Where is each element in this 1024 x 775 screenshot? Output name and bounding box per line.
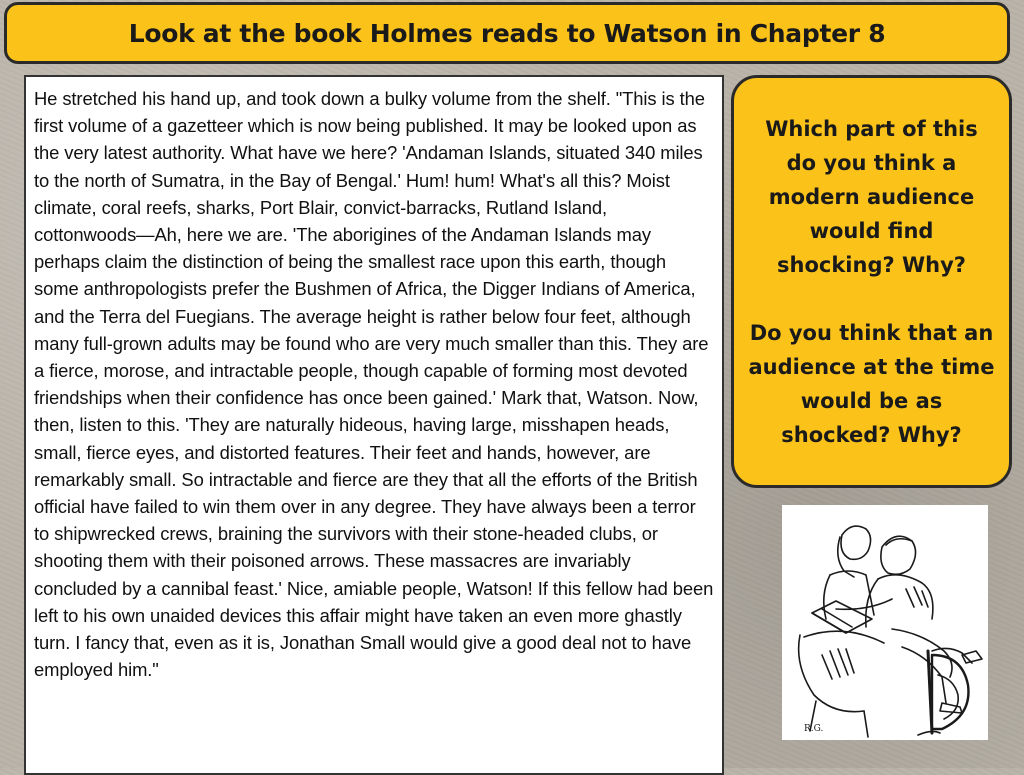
- holmes-watson-illustration: [782, 505, 988, 740]
- question-1: Which part of this do you think a modern audience would find shocking? Why?: [765, 116, 978, 277]
- title-banner: [4, 2, 1010, 64]
- passage-text: He stretched his hand up, and took down a bulky volume from the shelf. "This is the first volume of a gazetteer which is now being published. It may be looked upon as the very latest authority. What have we here? 'Andaman Islands, situated 340 miles to the north of Sumatra, in the Bay of Bengal.' Hum! hum! What's all this? Moist climate, coral reefs, sharks, Port Blair, convict-barracks, Rutland Island, cottonwoods—Ah, here we are. 'The aborigines of the Andaman Islands may perhaps claim the distinction of being the smallest race upon this earth, though some anthropologists prefer the Bushmen of Africa, the Digger Indians of America, and the Terra del Fuegians. The average height is rather below four feet, although many full-grown adults may be found who are very much smaller than this. They are a fierce, morose, and intractable people, though capable of forming most devoted friendships when their confidence has once been gained.' Mark that, Watson. Now, then, listen to this. 'They are naturally hideous, having large, misshapen heads, small, fierce eyes, and distorted features. Their feet and hands, however, are remarkably small. So intractable and fierce are they that all the efforts of the British official have failed to win them over in any degree. They have always been a terror to shipwrecked crews, braining the survivors with their stone-headed clubs, or shooting them with their poisoned arrows. These massacres are invariably concluded by a cannibal feast.' Nice, amiable people, Watson! If this fellow had been left to his own unaided devices this affair might have taken an even more ghastly turn. I fancy that, even as it is, Jonathan Small would give a good deal not to have employed him.": [34, 88, 714, 681]
- illustration-drawing: [782, 505, 988, 740]
- illustration-signature: R.G.: [804, 724, 824, 734]
- question-box: [731, 75, 1012, 488]
- passage-box: [24, 75, 724, 775]
- question-2: Do you think that an audience at the time would be as shocked? Why?: [748, 320, 995, 447]
- slide-title: Look at the book Holmes reads to Watson in Chapter 8: [128, 18, 886, 48]
